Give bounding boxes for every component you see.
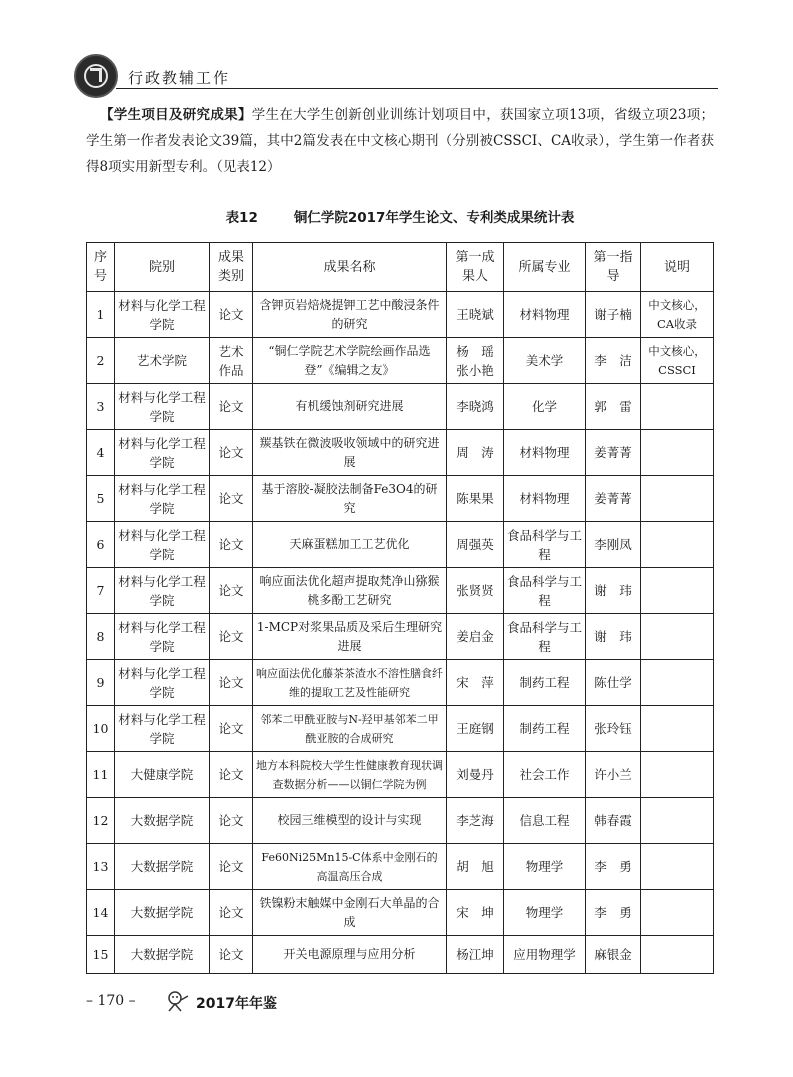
logo-mark-icon: [90, 68, 102, 82]
yearbook-title: 2017年年鉴: [196, 996, 277, 1012]
header-name: 成果名称: [253, 243, 447, 292]
table-caption: [86, 206, 714, 226]
cell-note: [641, 568, 714, 614]
cell-type: 论文: [210, 798, 253, 844]
cell-advisor: 姜菁菁: [586, 476, 641, 522]
cell-advisor: 谢 玮: [586, 568, 641, 614]
cell-college: 大数据学院: [115, 798, 210, 844]
cell-advisor: 陈仕学: [586, 660, 641, 706]
cell-advisor: 姜菁菁: [586, 430, 641, 476]
intro-paragraph: [86, 102, 714, 180]
cell-college: 艺术学院: [115, 338, 210, 384]
cell-type: 论文: [210, 568, 253, 614]
cell-author: 周强英: [447, 522, 504, 568]
cell-name: 含钾页岩焙烧提钾工艺中酸浸条件的研究: [253, 292, 447, 338]
cell-author: 李芝海: [447, 798, 504, 844]
table-row: [87, 798, 714, 844]
cell-advisor: 谢子楠: [586, 292, 641, 338]
cell-index: 14: [87, 890, 115, 936]
intro-lead: 【学生项目及研究成果】: [100, 107, 252, 123]
cell-note: [641, 890, 714, 936]
cell-type: 论文: [210, 844, 253, 890]
cell-index: 1: [87, 292, 115, 338]
cell-college: 材料与化学工程学院: [115, 706, 210, 752]
cell-name: 地方本科院校大学生性健康教育现状调查数据分析——以铜仁学院为例: [253, 752, 447, 798]
header-type: 成果类别: [210, 243, 253, 292]
cell-index: 3: [87, 384, 115, 430]
cell-note: [641, 660, 714, 706]
cell-type: 论文: [210, 614, 253, 660]
cell-advisor: 李 勇: [586, 844, 641, 890]
cell-name: 邻苯二甲酰亚胺与N-羟甲基邻苯二甲酰亚胺的合成研究: [253, 706, 447, 752]
header-index: 序号: [87, 243, 115, 292]
cell-name: 有机缓蚀剂研究进展: [253, 384, 447, 430]
cell-college: 材料与化学工程学院: [115, 384, 210, 430]
cell-college: 材料与化学工程学院: [115, 476, 210, 522]
cell-author: 宋 萍: [447, 660, 504, 706]
cell-advisor: 张玲钰: [586, 706, 641, 752]
header-rule: [116, 88, 718, 89]
cell-type: 论文: [210, 522, 253, 568]
cell-author: 胡 旭: [447, 844, 504, 890]
cell-college: 大健康学院: [115, 752, 210, 798]
cell-author: 张贤贤: [447, 568, 504, 614]
page-footer: [86, 990, 714, 1020]
cell-index: 7: [87, 568, 115, 614]
cell-major: 信息工程: [504, 798, 586, 844]
cell-author: 王庭钢: [447, 706, 504, 752]
table-row: [87, 384, 714, 430]
cell-name: 基于溶胶-凝胶法制备Fe3O4的研究: [253, 476, 447, 522]
cell-major: 社会工作: [504, 752, 586, 798]
cell-name: Fe60Ni25Mn15-C体系中金刚石的高温高压合成: [253, 844, 447, 890]
cell-note: [641, 522, 714, 568]
table-number: 表12: [225, 210, 258, 226]
results-table: [86, 242, 714, 974]
cell-author: 宋 坤: [447, 890, 504, 936]
cell-college: 材料与化学工程学院: [115, 568, 210, 614]
mascot-icon: [164, 990, 190, 1012]
cell-note: [641, 614, 714, 660]
cell-major: 制药工程: [504, 706, 586, 752]
cell-college: 材料与化学工程学院: [115, 660, 210, 706]
cell-type: 论文: [210, 890, 253, 936]
cell-type: 论文: [210, 430, 253, 476]
cell-major: 物理学: [504, 890, 586, 936]
cell-type: 论文: [210, 384, 253, 430]
cell-index: 11: [87, 752, 115, 798]
cell-name: 响应面法优化藤茶茶渣水不溶性膳食纤维的提取工艺及性能研究: [253, 660, 447, 706]
cell-author: 杨 瑶 张小艳: [447, 338, 504, 384]
cell-note: [641, 798, 714, 844]
table-row: [87, 430, 714, 476]
cell-author: 杨江坤: [447, 936, 504, 974]
header-note: 说明: [641, 243, 714, 292]
cell-author: 姜启金: [447, 614, 504, 660]
table-row: [87, 844, 714, 890]
cell-note: 中文核心，CA收录: [641, 292, 714, 338]
intro-text: 学生在大学生创新创业训练计划项目中，获国家立项13项，省级立项23项；学生第一作者发表论文39篇，其中2篇发表在中文核心期刊（分别被CSSCI、CA收录），学生第一作者获得8项实用新型专利。（见表12）: [86, 107, 714, 175]
cell-advisor: 李 洁: [586, 338, 641, 384]
cell-type: 论文: [210, 752, 253, 798]
cell-name: 响应面法优化超声提取梵净山猕猴桃多酚工艺研究: [253, 568, 447, 614]
cell-college: 材料与化学工程学院: [115, 614, 210, 660]
cell-index: 6: [87, 522, 115, 568]
cell-name: 天麻蛋糕加工工艺优化: [253, 522, 447, 568]
cell-note: 中文核心，CSSCI: [641, 338, 714, 384]
table-row: [87, 476, 714, 522]
cell-index: 13: [87, 844, 115, 890]
table-row: [87, 936, 714, 974]
cell-index: 4: [87, 430, 115, 476]
cell-major: 食品科学与工程: [504, 568, 586, 614]
table-header-row: [87, 243, 714, 292]
table-row: [87, 292, 714, 338]
cell-major: 材料物理: [504, 430, 586, 476]
cell-author: 陈果果: [447, 476, 504, 522]
table-row: [87, 522, 714, 568]
cell-type: 论文: [210, 660, 253, 706]
cell-college: 大数据学院: [115, 890, 210, 936]
cell-major: 材料物理: [504, 476, 586, 522]
cell-major: 食品科学与工程: [504, 614, 586, 660]
cell-college: 大数据学院: [115, 936, 210, 974]
cell-name: 校园三维模型的设计与实现: [253, 798, 447, 844]
university-logo: [74, 54, 118, 98]
table-title: 铜仁学院2017年学生论文、专利类成果统计表: [293, 210, 575, 226]
table-row: [87, 706, 714, 752]
cell-name: 铁镍粉末触媒中金刚石大单晶的合成: [253, 890, 447, 936]
cell-advisor: 李刚凤: [586, 522, 641, 568]
cell-note: [641, 936, 714, 974]
cell-note: [641, 844, 714, 890]
cell-author: 王晓斌: [447, 292, 504, 338]
cell-index: 5: [87, 476, 115, 522]
cell-name: 开关电源原理与应用分析: [253, 936, 447, 974]
table-row: [87, 338, 714, 384]
cell-major: 材料物理: [504, 292, 586, 338]
cell-index: 10: [87, 706, 115, 752]
cell-author: 周 涛: [447, 430, 504, 476]
cell-college: 大数据学院: [115, 844, 210, 890]
cell-college: 材料与化学工程学院: [115, 430, 210, 476]
page-header: [0, 0, 793, 96]
cell-college: 材料与化学工程学院: [115, 522, 210, 568]
table-row: [87, 660, 714, 706]
cell-college: 材料与化学工程学院: [115, 292, 210, 338]
cell-type: 论文: [210, 292, 253, 338]
cell-name: 羰基铁在微波吸收领域中的研究进展: [253, 430, 447, 476]
cell-note: [641, 476, 714, 522]
header-author: 第一成果人: [447, 243, 504, 292]
cell-major: 物理学: [504, 844, 586, 890]
header-advisor: 第一指导: [586, 243, 641, 292]
header-college: 院别: [115, 243, 210, 292]
table-row: [87, 614, 714, 660]
page-number: – 170 –: [86, 993, 136, 1009]
cell-type: 论文: [210, 476, 253, 522]
cell-advisor: 李 勇: [586, 890, 641, 936]
cell-name: 1-MCP对浆果品质及采后生理研究进展: [253, 614, 447, 660]
header-major: 所属专业: [504, 243, 586, 292]
cell-major: 化学: [504, 384, 586, 430]
cell-index: 2: [87, 338, 115, 384]
cell-advisor: 郭 雷: [586, 384, 641, 430]
cell-note: [641, 752, 714, 798]
cell-major: 美术学: [504, 338, 586, 384]
cell-index: 9: [87, 660, 115, 706]
cell-major: 制药工程: [504, 660, 586, 706]
cell-index: 12: [87, 798, 115, 844]
cell-author: 李晓鸿: [447, 384, 504, 430]
cell-type: 艺术作品: [210, 338, 253, 384]
cell-major: 应用物理学: [504, 936, 586, 974]
cell-type: 论文: [210, 706, 253, 752]
cell-author: 刘曼丹: [447, 752, 504, 798]
cell-advisor: 韩春霞: [586, 798, 641, 844]
cell-note: [641, 706, 714, 752]
cell-index: 8: [87, 614, 115, 660]
cell-note: [641, 430, 714, 476]
table-row: [87, 568, 714, 614]
cell-advisor: 许小兰: [586, 752, 641, 798]
cell-advisor: 麻银金: [586, 936, 641, 974]
cell-name: “铜仁学院艺术学院绘画作品选登”《编辑之友》: [253, 338, 447, 384]
table-row: [87, 890, 714, 936]
cell-note: [641, 384, 714, 430]
table-row: [87, 752, 714, 798]
cell-type: 论文: [210, 936, 253, 974]
cell-advisor: 谢 玮: [586, 614, 641, 660]
cell-major: 食品科学与工程: [504, 522, 586, 568]
cell-index: 15: [87, 936, 115, 974]
section-title: 行政教辅工作: [128, 69, 231, 87]
